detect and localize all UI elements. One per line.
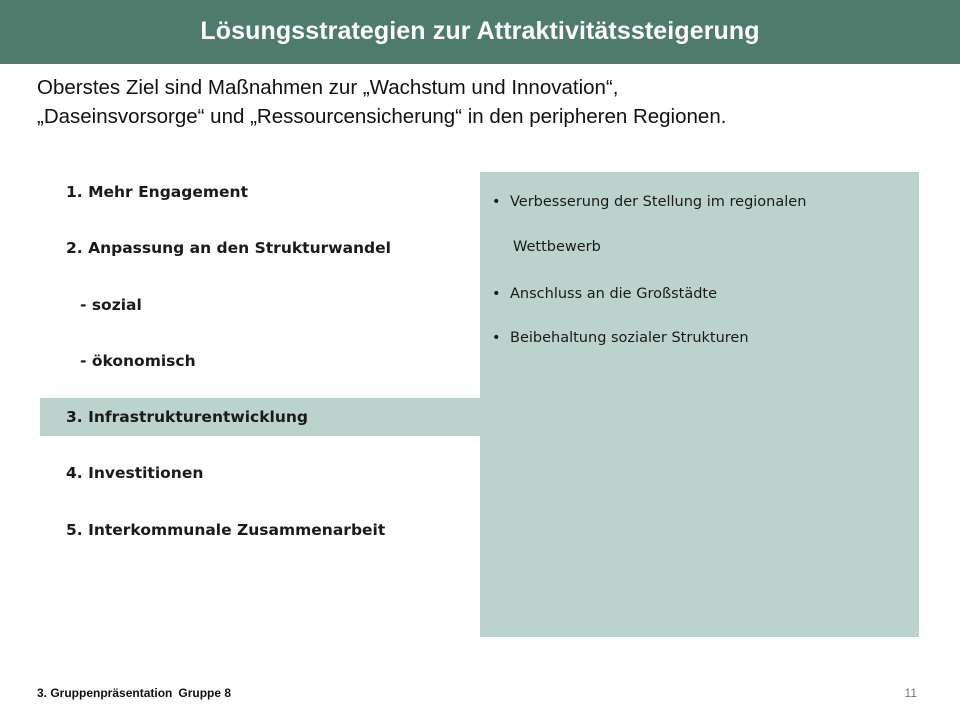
bullet-icon: • xyxy=(492,286,501,302)
bullet-item xyxy=(492,286,717,302)
bullet-text: Anschluss an die Großstädte xyxy=(510,286,718,302)
bullet-item xyxy=(492,330,749,346)
strategy-item-strukturwandel: 2. Anpassung an den Strukturwandel xyxy=(66,239,391,257)
strategy-item-interkommunal: 5. Interkommunale Zusammenarbeit xyxy=(66,521,386,539)
strategy-item-infrastruktur: 3. Infrastrukturentwicklung xyxy=(66,408,308,426)
footer-presentation: 3. Gruppenpräsentation xyxy=(37,686,173,700)
strategy-subitem-sozial: - sozial xyxy=(80,296,142,314)
page-number: 11 xyxy=(904,686,917,700)
bullet-item xyxy=(492,194,806,210)
footer-label xyxy=(37,686,231,700)
footer-group: Gruppe 8 xyxy=(178,686,232,700)
bullet-icon: • xyxy=(492,330,501,346)
bullet-icon: • xyxy=(492,194,501,210)
bullet-text-continuation: Wettbewerb xyxy=(513,239,601,255)
slide-title: Lösungsstrategien zur Attraktivitätssteigerung xyxy=(200,16,760,45)
intro-line-1: Oberstes Ziel sind Maßnahmen zur „Wachstum und Innovation“, xyxy=(37,76,619,99)
strategy-item-investitionen: 4. Investitionen xyxy=(66,464,204,482)
strategy-item-engagement: 1. Mehr Engagement xyxy=(66,183,248,201)
intro-text xyxy=(37,73,917,131)
title-bar xyxy=(0,0,960,64)
bullet-text: Beibehaltung sozialer Strukturen xyxy=(510,330,749,346)
bullet-text: Verbesserung der Stellung im regionalen xyxy=(510,194,807,210)
strategy-subitem-oekonomisch: - ökonomisch xyxy=(80,352,196,370)
intro-line-2: „Daseinsvorsorge“ und „Ressourcensicherung“ in den peripheren Regionen. xyxy=(37,105,727,128)
